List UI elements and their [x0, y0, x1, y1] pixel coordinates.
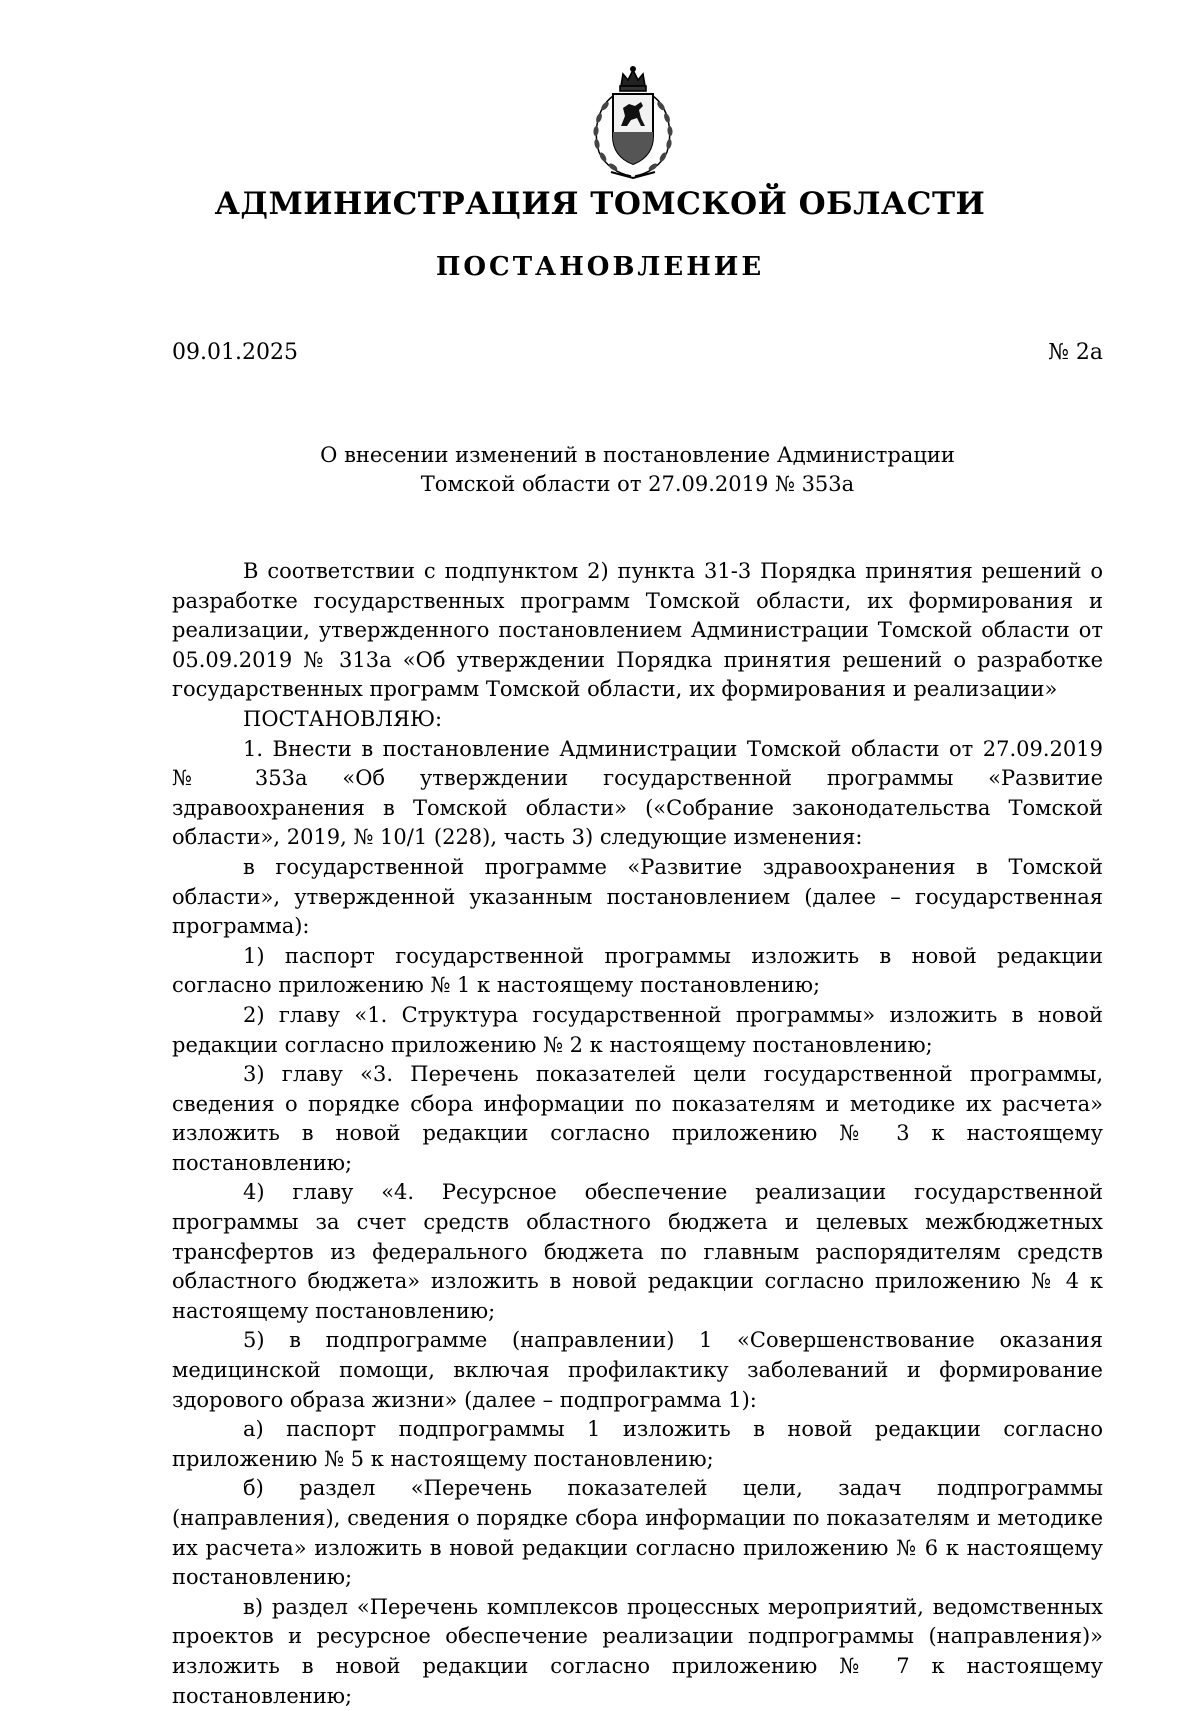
document-subject	[172, 441, 1103, 499]
subject-line-1: О внесении изменений в постановление Администрации	[320, 443, 955, 467]
subitem-5c-paragraph: в) раздел «Перечень комплексов процессных мероприятий, ведомственных проектов и ресурсное обеспечение реализации подпрограммы (направления)» изложить в новой редакции согласно приложению № 7 к настоящему постановлению;	[172, 1594, 1103, 1708]
subitem-5-paragraph: 5) в подпрограмме (направлении) 1 «Совершенствование оказания медицинской помощи, включая профилактику заболеваний и формирование здорового образа жизни» (далее – подпрограмма 1):	[172, 1328, 1103, 1412]
item-1-paragraph: 1. Внести в постановление Администрации Томской области от 27.09.2019 № 353а «Об утверждении государственной программы «Развитие здравоохранения в Томской области» («Собрание законодательства Томской области», 2019, № 10/1 (228), часть 3) следующие изменения:	[172, 736, 1103, 850]
subject-line-2: Томской области от 27.09.2019 № 353а	[420, 472, 855, 496]
document-type-title: ПОСТАНОВЛЕНИЕ	[435, 252, 765, 282]
document-body	[172, 557, 1103, 1711]
coat-of-arms-icon	[583, 66, 683, 182]
subitem-2-paragraph: 2) главу «1. Структура государственной программы» изложить в новой редакции согласно приложению № 2 к настоящему постановлению;	[172, 1002, 1103, 1057]
subitem-3-paragraph: 3) главу «3. Перечень показателей цели государственной программы, сведения о порядке сбора информации по показателям и методике их расчета» изложить в новой редакции согласно приложению № 3 к настоящему постановлению;	[172, 1062, 1103, 1175]
decree-word: ПОСТАНОВЛЯЮ:	[243, 706, 443, 731]
item-1-intro-paragraph: в государственной программе «Развитие здравоохранения в Томской области», утвержденной указанным постановлением (далее – государственная программа):	[172, 854, 1103, 939]
subitem-4-paragraph: 4) главу «4. Ресурсное обеспечение реализации государственной программы за счет средств областного бюджета и целевых межбюджетных трансфертов из федерального бюджета по главным распорядителям средств областного бюджета» изложить в новой редакции согласно приложению № 4 к настоящему постановлению;	[172, 1180, 1103, 1323]
document-date: 09.01.2025	[172, 340, 298, 365]
organization-title: АДМИНИСТРАЦИЯ ТОМСКОЙ ОБЛАСТИ	[214, 186, 986, 222]
subitem-1-paragraph: 1) паспорт государственной программы изложить в новой редакции согласно приложению № 1 к настоящему постановлению;	[172, 943, 1103, 998]
preamble-paragraph: В соответствии с подпунктом 2) пункта 31-3 Порядка принятия решений о разработке государственных программ Томской области, их формирования и реализации, утвержденного постановлением Администрации Томской области от 05.09.2019 № 313а «Об утверждении Порядка принятия решений о разработке государственных программ Томской области, их формирования и реализации»	[172, 559, 1103, 702]
subitem-5a-paragraph: а) паспорт подпрограммы 1 изложить в новой редакции согласно приложению № 5 к настоящему постановлению;	[172, 1417, 1103, 1471]
subitem-5b-paragraph: б) раздел «Перечень показателей цели, задач подпрограммы (направления), сведения о порядке сбора информации по показателям и методике их расчета» изложить в новой редакции согласно приложению № 6 к настоящему постановлению;	[172, 1476, 1103, 1590]
document-number: № 2а	[1048, 340, 1103, 365]
